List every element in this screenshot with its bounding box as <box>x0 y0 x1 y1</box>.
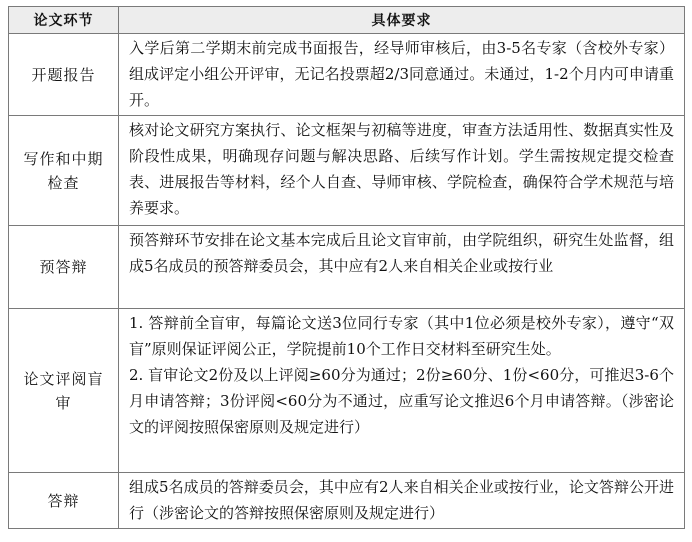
stage-cell: 预答辩 <box>9 226 119 309</box>
requirement-cell <box>119 226 685 309</box>
requirement-cell <box>119 116 685 226</box>
stage-cell: 开题报告 <box>9 34 119 116</box>
table-row <box>9 309 685 473</box>
thesis-stage-table <box>8 6 685 529</box>
requirement-text: 核对论文研究方案执行、论文框架与初稿等进度，审查方法适用性、数据真实性及阶段性成果，明确现存问题与解决思路、后续写作计划。学生需按规定提交检查表、进展报告等材料，经个人自查、导师审核、学院检查，确保符合学术规范与培养要求。 <box>129 121 674 217</box>
requirement-text: 预答辩环节安排在论文基本完成后且论文盲审前，由学院组织，研究生处监督，组成5名成员的预答辩委员会，其中应有2人来自相关企业或按行业 <box>129 231 674 275</box>
table-row <box>9 116 685 226</box>
stage-cell: 写作和中期检查 <box>9 116 119 226</box>
stage-cell: 答辩 <box>9 473 119 529</box>
table-header-row <box>9 7 685 34</box>
header-requirement: 具体要求 <box>119 7 685 34</box>
requirement-text: 组成5名成员的答辩委员会，其中应有2人来自相关企业或按行业，论文答辩公开进行（涉密论文的答辩按照保密原则及规定进行） <box>129 478 674 522</box>
requirement-cell <box>119 309 685 473</box>
table-row <box>9 226 685 309</box>
header-stage: 论文环节 <box>9 7 119 34</box>
requirement-cell <box>119 473 685 529</box>
requirement-text: 1. 答辩前全盲审，每篇论文送3位同行专家（其中1位必须是校外专家），遵守“双盲”原则保证评阅公正，学院提前10个工作日交材料至研究生处。 <box>129 314 674 358</box>
table-row <box>9 473 685 529</box>
table-row <box>9 34 685 116</box>
requirement-cell <box>119 34 685 116</box>
requirement-text: 入学后第二学期末前完成书面报告，经导师审核后，由3-5名专家（含校外专家）组成评定小组公开评审，无记名投票超2/3同意通过。未通过，1-2个月内可申请重开。 <box>129 39 674 109</box>
requirement-text: 2. 盲审论文2份及以上评阅≥60分为通过；2份≥60分、1份<60分，可推迟3-6个月申请答辩；3份评阅<60分为不通过，应重写论文推迟6个月申请答辩。（涉密论文的评阅按照保密原则及规定进行） <box>129 366 674 436</box>
stage-cell: 论文评阅盲审 <box>9 309 119 473</box>
